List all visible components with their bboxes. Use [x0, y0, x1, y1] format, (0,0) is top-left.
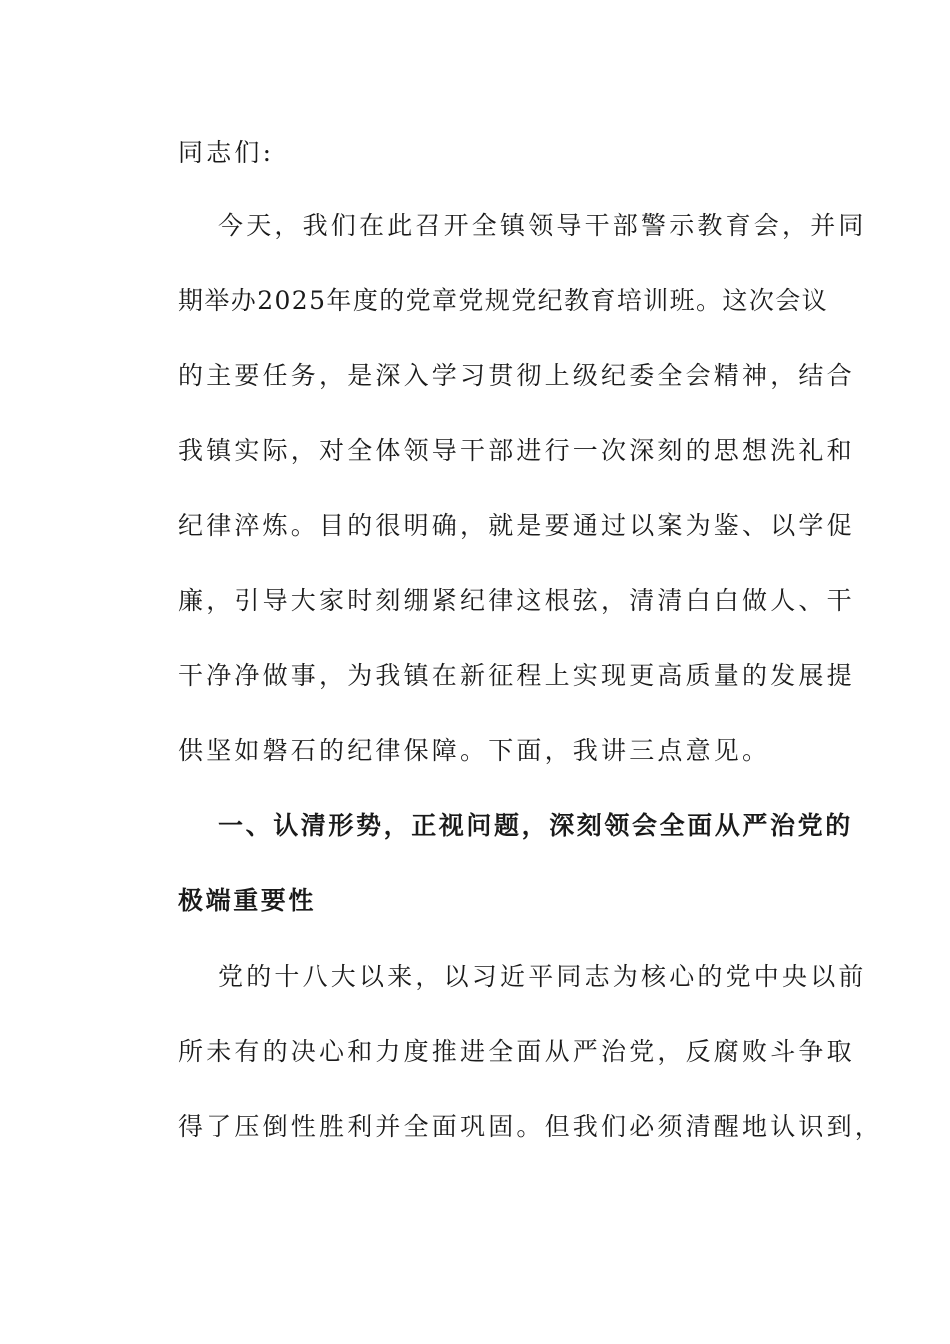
paragraph-2-line-1: 党的十八大以来，以习近平同志为核心的党中央以前	[218, 962, 867, 991]
salutation: 同志们:	[178, 138, 275, 167]
paragraph-2-line-3: 得了压倒性胜利并全面巩固。但我们必须清醒地认识到，	[178, 1112, 884, 1141]
paragraph-1-line-8: 供坚如磐石的纪律保障。下面，我讲三点意见。	[178, 736, 771, 765]
paragraph-1-line-6: 廉，引导大家时刻绷紧纪律这根弦，清清白白做人、干	[178, 586, 855, 615]
section-heading-1-line-2: 极端重要性	[178, 886, 317, 915]
paragraph-1-line-3: 的主要任务，是深入学习贯彻上级纪委全会精神，结合	[178, 361, 855, 390]
section-heading-1-line-1: 一、认清形势，正视问题，深刻领会全面从严治党的	[218, 811, 853, 840]
paragraph-1-line-7: 干净净做事，为我镇在新征程上实现更高质量的发展提	[178, 661, 855, 690]
paragraph-1-line-1: 今天，我们在此召开全镇领导干部警示教育会，并同	[218, 211, 867, 240]
paragraph-2-line-2: 所未有的决心和力度推进全面从严治党，反腐败斗争取	[178, 1037, 855, 1066]
paragraph-1-line-2: 期举办2025年度的党章党规党纪教育培训班。这次会议	[178, 286, 829, 315]
paragraph-1-line-5: 纪律淬炼。目的很明确，就是要通过以案为鉴、以学促	[178, 511, 855, 540]
paragraph-1-line-4: 我镇实际，对全体领导干部进行一次深刻的思想洗礼和	[178, 436, 855, 465]
